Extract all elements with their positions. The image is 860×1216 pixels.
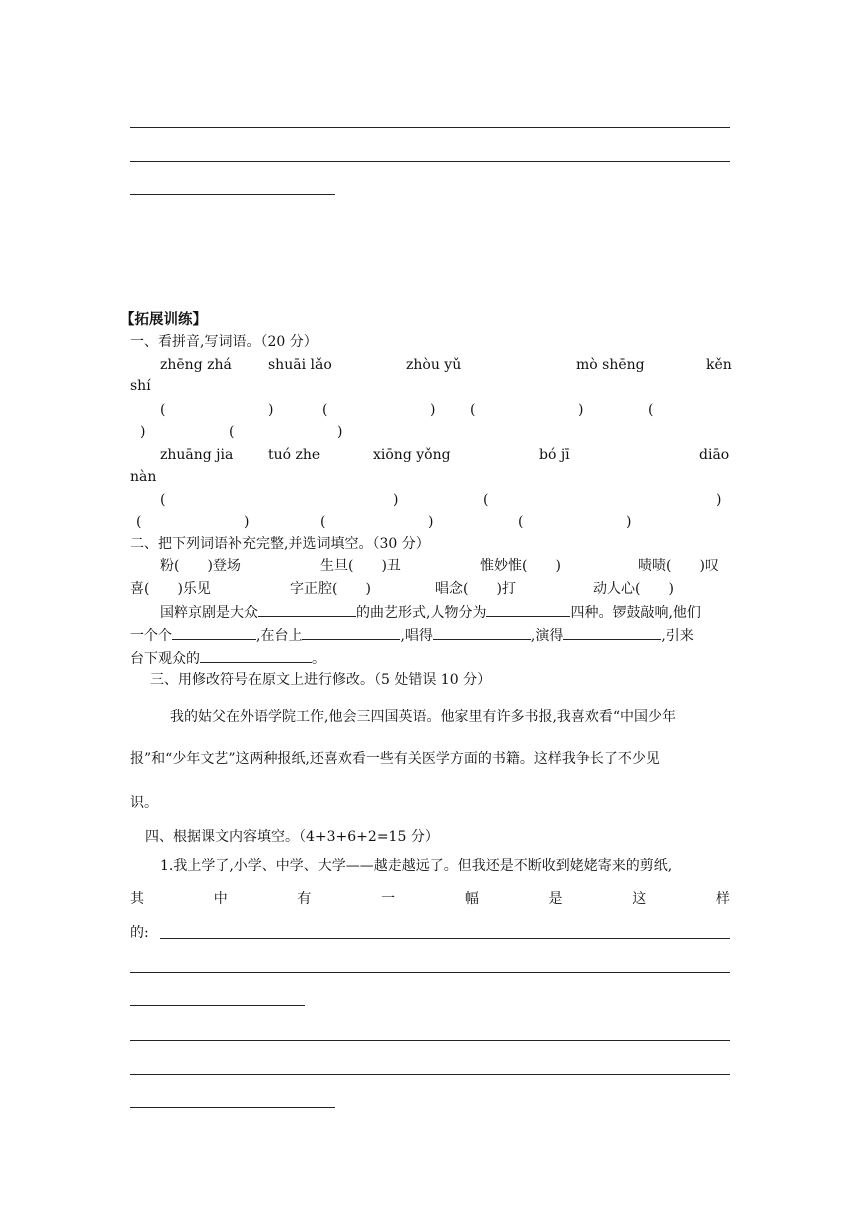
answer-bracket[interactable]: ( <box>136 514 142 530</box>
answer-line[interactable] <box>130 972 730 973</box>
idiom-item: 啧啧( )叹 <box>638 558 719 574</box>
answer-line[interactable] <box>130 1040 730 1041</box>
correction-text-line3: 识。 <box>130 795 158 811</box>
question-3-title: 三、用修改符号在原文上进行修改。（5 处错误 10 分） <box>150 672 492 688</box>
idiom-item: 生旦( )丑 <box>320 558 401 574</box>
correction-text-line2: 报”和“少年文艺”这两种报纸,还喜欢看一些有关医学方面的书籍。这样我争长了不少见 <box>130 751 660 767</box>
q4-item1-justified-line: 其 中 有 一 幅 是 这 样 <box>130 891 730 907</box>
idiom-item: 惟妙惟( ) <box>480 558 561 574</box>
answer-bracket[interactable]: ) <box>244 514 250 530</box>
question-4-title: 四、根据课文内容填空。（4+3+6+2=15 分） <box>145 829 439 845</box>
pinyin-5: kěn <box>706 357 732 373</box>
answer-bracket[interactable]: ) <box>393 492 399 508</box>
pinyin-5-cont: shí <box>130 378 151 394</box>
section-title: 【拓展训练】 <box>120 312 207 328</box>
blank-field[interactable] <box>258 602 356 617</box>
pinyin-10: diāo <box>699 447 730 463</box>
fill-paragraph-line3: 台下观众的 。 <box>130 648 326 669</box>
answer-bracket[interactable]: ( <box>483 492 489 508</box>
pinyin-1: zhēng zhá <box>160 357 232 373</box>
answer-line <box>130 194 335 195</box>
pinyin-4: mò shēng <box>576 357 645 373</box>
q4-item1-line1: 1.我上学了,小学、中学、大学——越走越远了。但我还是不断收到姥姥寄来的剪纸, <box>160 858 673 874</box>
idiom-item: 字正腔( ) <box>290 581 371 597</box>
answer-line[interactable] <box>130 1107 335 1108</box>
q4-item1-line3: 的: <box>130 925 149 941</box>
answer-bracket[interactable]: ) <box>578 402 584 418</box>
answer-bracket[interactable]: ( <box>322 402 328 418</box>
blank-field[interactable] <box>200 648 312 663</box>
answer-bracket[interactable]: ( <box>648 402 654 418</box>
answer-line[interactable] <box>130 1074 730 1075</box>
answer-bracket[interactable]: ) <box>430 402 436 418</box>
idiom-item: 唱念( )打 <box>435 581 516 597</box>
pinyin-2: shuāi lǎo <box>268 357 332 373</box>
pinyin-9: bó jī <box>539 447 570 463</box>
answer-bracket[interactable]: ( <box>518 514 524 530</box>
blank-field[interactable] <box>486 602 570 617</box>
idiom-item: 动人心( ) <box>593 581 674 597</box>
idiom-item: 粉( )登场 <box>160 558 241 574</box>
answer-bracket[interactable]: ) <box>140 424 146 440</box>
answer-bracket[interactable]: ( <box>229 424 235 440</box>
answer-bracket[interactable]: ) <box>268 402 274 418</box>
pinyin-3: zhòu yǔ <box>406 357 462 373</box>
answer-line[interactable] <box>130 1005 305 1006</box>
answer-bracket[interactable]: ( <box>470 402 476 418</box>
answer-bracket[interactable]: ) <box>626 514 632 530</box>
blank-field[interactable] <box>302 625 400 640</box>
blank-field[interactable] <box>172 625 256 640</box>
answer-bracket[interactable]: ( <box>320 514 326 530</box>
question-1-title: 一、看拼音,写词语。（20 分） <box>130 334 318 350</box>
blank-field[interactable] <box>433 625 531 640</box>
answer-line[interactable] <box>160 938 730 939</box>
pinyin-7: tuó zhe <box>268 447 321 463</box>
blank-field[interactable] <box>563 625 661 640</box>
correction-text-line1: 我的姑父在外语学院工作,他会三四国英语。他家里有许多书报,我喜欢看“中国少年 <box>170 709 677 725</box>
answer-bracket[interactable]: ( <box>160 492 166 508</box>
answer-bracket[interactable]: ) <box>716 492 722 508</box>
fill-paragraph-line1: 国粹京剧是大众 的曲艺形式,人物分为 四种。锣鼓敲响,他们 <box>160 602 701 623</box>
answer-bracket[interactable]: ( <box>160 402 166 418</box>
answer-line <box>130 161 730 162</box>
answer-bracket[interactable]: ) <box>337 424 343 440</box>
idiom-item: 喜( )乐见 <box>130 581 211 597</box>
pinyin-10-cont: nàn <box>130 469 157 485</box>
pinyin-8: xiōng yǒng <box>373 447 451 463</box>
answer-bracket[interactable]: ) <box>428 514 434 530</box>
answer-line <box>130 127 730 128</box>
fill-paragraph-line2: 一个个 ,在台上 ,唱得 ,演得 ,引来 <box>130 625 694 646</box>
pinyin-6: zhuāng jia <box>160 447 234 463</box>
question-2-title: 二、把下列词语补充完整,并选词填空。（30 分） <box>130 536 430 552</box>
